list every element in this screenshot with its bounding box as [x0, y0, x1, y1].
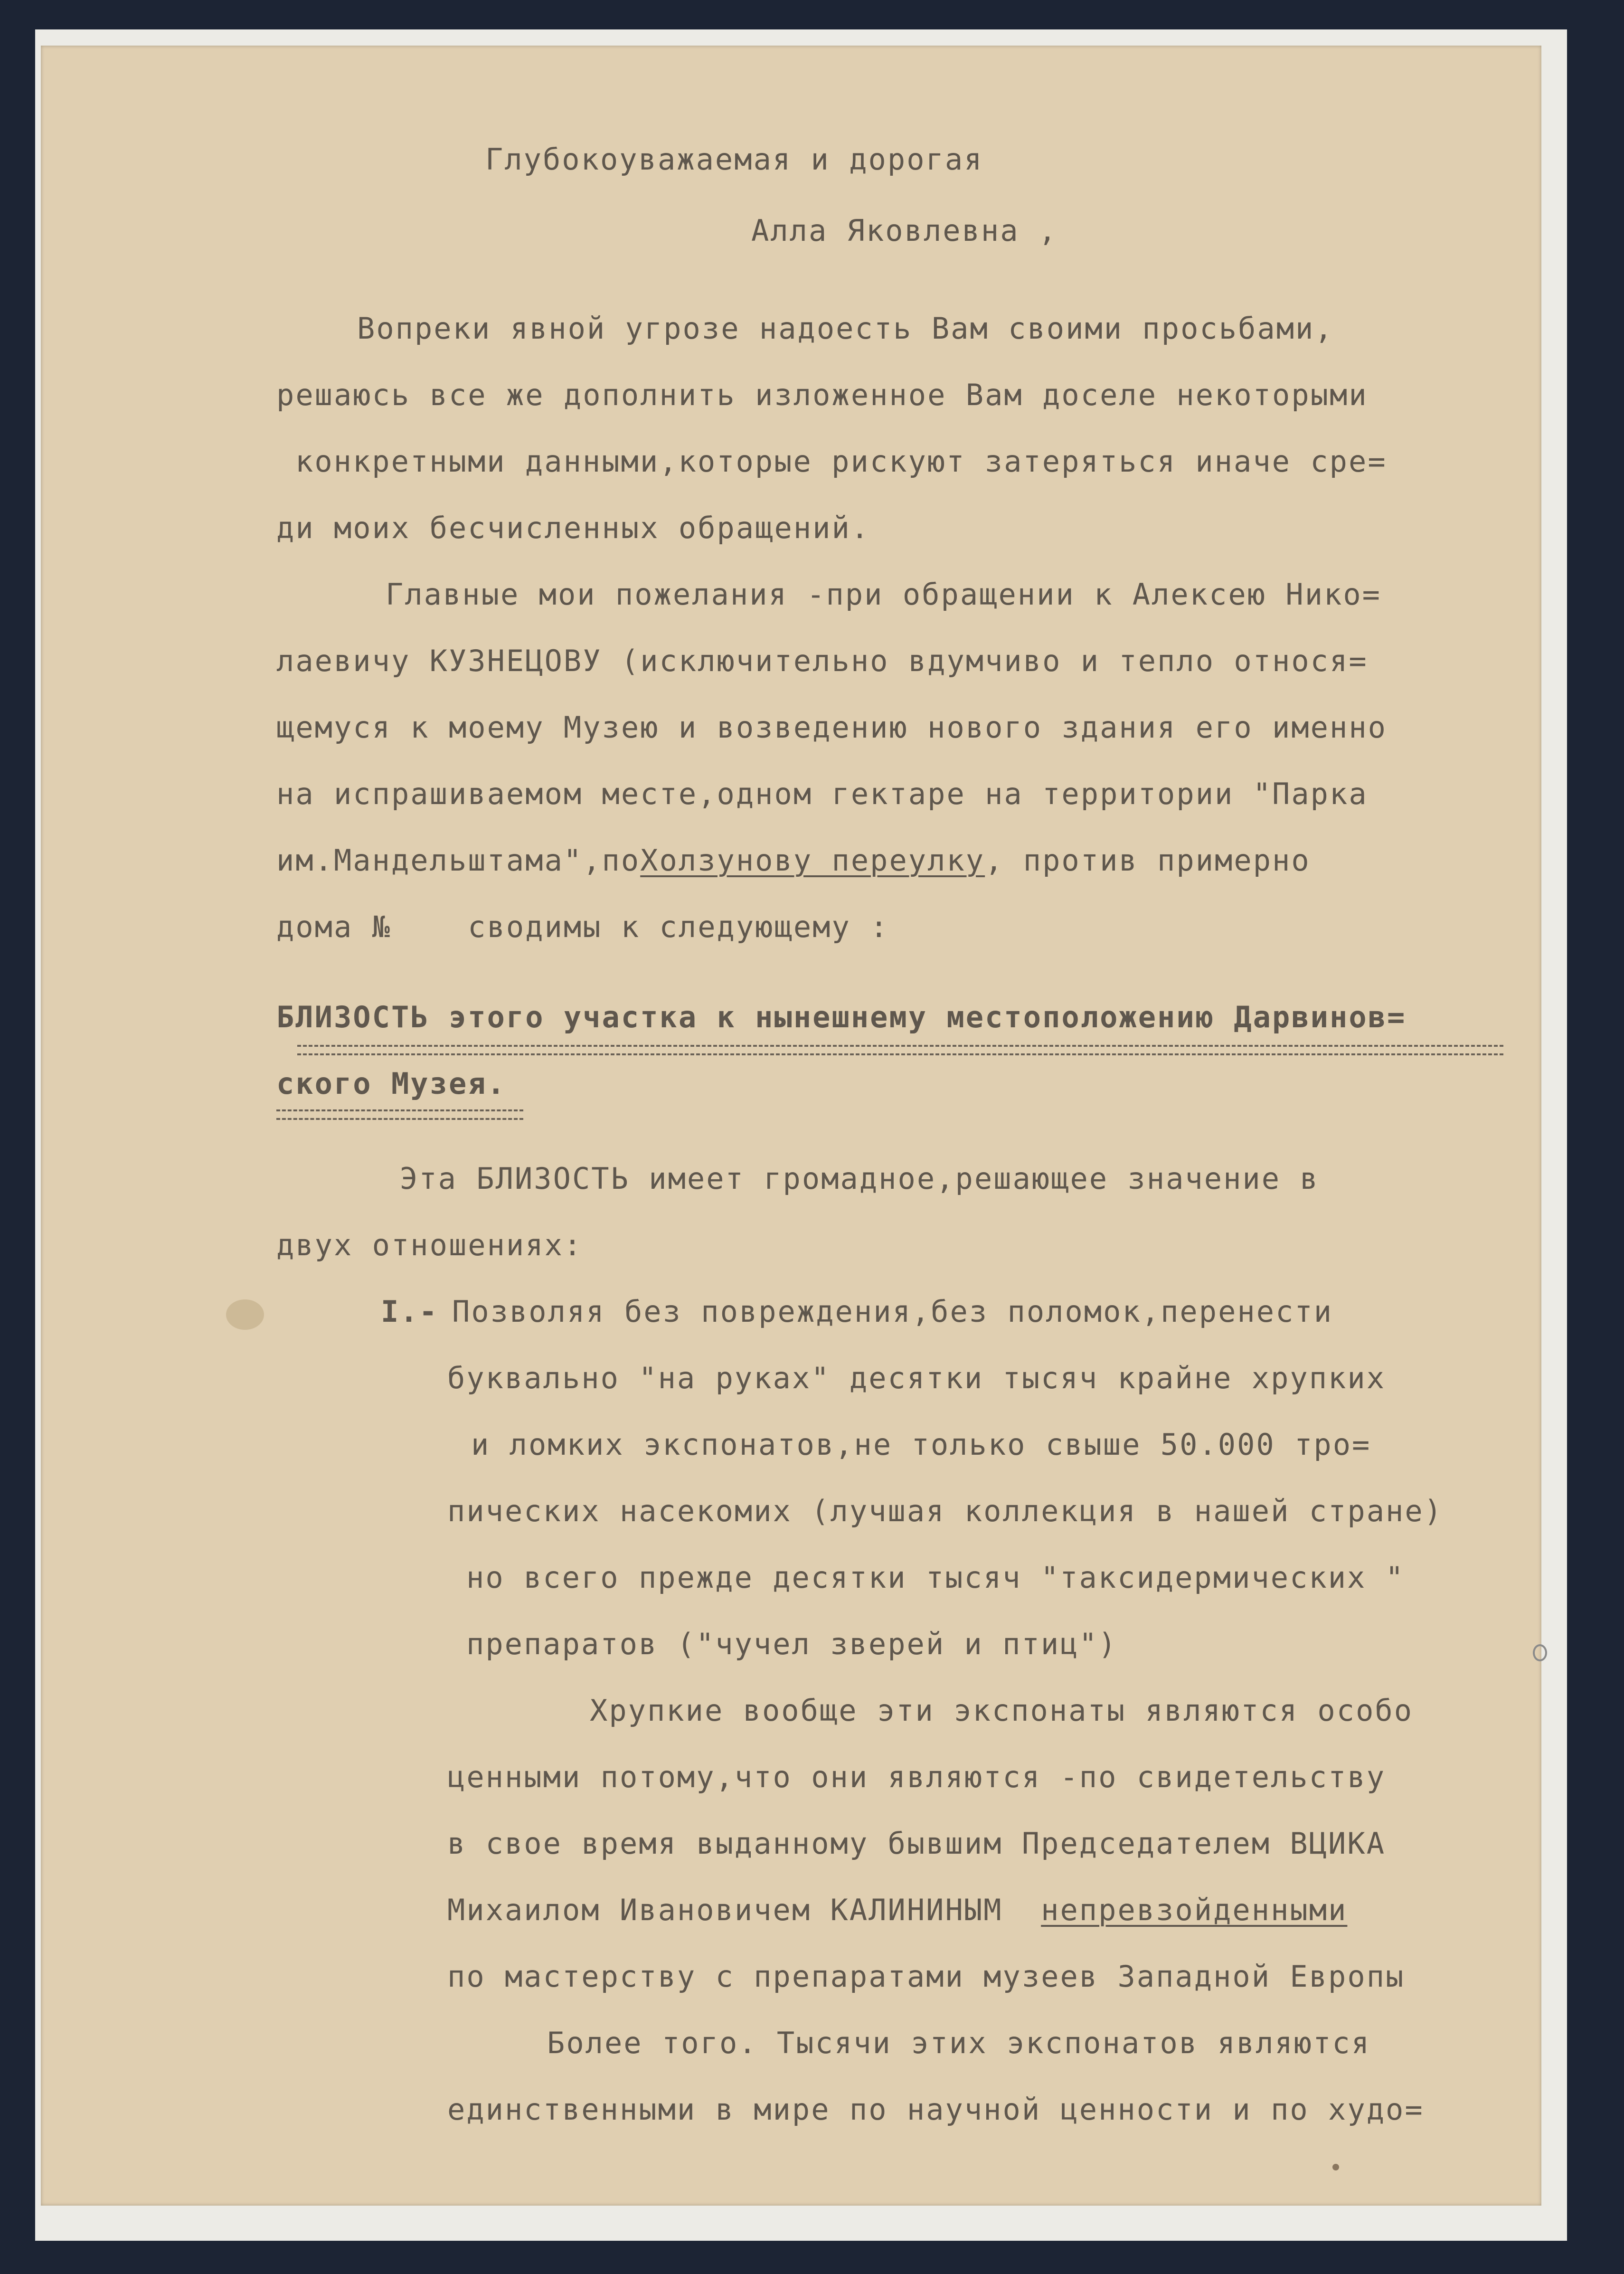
underlined-street-name: Холзунову переулку: [640, 843, 985, 878]
paragraph-line: решаюсь все же дополнить изложенное Вам доселе некоторыми: [276, 378, 1368, 412]
paragraph-line: Более того. Тысячи этих экспонатов являются: [547, 2026, 1371, 2060]
paragraph-line: двух отношениях:: [276, 1228, 583, 1262]
paragraph-text: им.Мандельштама",по: [276, 843, 641, 878]
paragraph-line: Хрупкие вообще эти экспонаты являются особо: [590, 1693, 1414, 1728]
paragraph-text: , против примерно: [985, 843, 1311, 878]
heading-line: БЛИЗОСТЬ этого участка к нынешнему местоположению Дарвинов=: [276, 1000, 1407, 1034]
double-underline: [297, 1045, 1503, 1055]
paragraph-line: щемуся к моему Музею и возведению нового здания его именно: [276, 710, 1387, 745]
list-item-line: но всего прежде десятки тысяч "таксидермических ": [466, 1560, 1405, 1595]
paper-stain: [226, 1299, 264, 1330]
list-item-line: буквально "на руках" десятки тысяч крайне хрупких: [447, 1361, 1386, 1395]
paragraph-line: [447, 1891, 1347, 1929]
list-item-line: пических насекомих (лучшая коллекция в нашей стране): [447, 1494, 1444, 1528]
list-item-line: и ломких экспонатов,не только свыше 50.000 тро=: [471, 1427, 1371, 1462]
paragraph-line: на испрашиваемом месте,одном гектаре на территории "Парка: [276, 777, 1368, 811]
heading-line: ского Музея.: [276, 1066, 506, 1101]
double-underline: [276, 1109, 523, 1120]
paragraph-line: лаевичу КУЗНЕЦОВУ (исключительно вдумчиво и тепло относя=: [276, 644, 1368, 678]
paragraph-line: дома № сводимы к следующему :: [276, 910, 889, 944]
margin-ring-mark: [1533, 1644, 1547, 1661]
paper-stain: [1332, 2164, 1339, 2170]
paragraph-line: Вопреки явной угрозе надоесть Вам своими просьбами,: [357, 311, 1334, 346]
paragraph-line: Эта БЛИЗОСТЬ имеет громадное,решающее значение в: [400, 1161, 1319, 1196]
salutation-name: Алла Яковлевна ,: [751, 213, 1058, 248]
paragraph-line: [276, 842, 1311, 880]
paragraph-text: Михаилом Ивановичем КАЛИНИНЫМ: [447, 1893, 1041, 1927]
list-item-line: препаратов ("чучел зверей и птиц"): [466, 1627, 1118, 1661]
list-item-number: I.-: [381, 1294, 438, 1329]
list-item-line: Позволяя без повреждения,без поломок,перенести: [452, 1294, 1333, 1329]
paragraph-line: в свое время выданному бывшим Председателем ВЦИКА: [447, 1826, 1386, 1861]
paragraph-line: ди моих бесчисленных обращений.: [276, 511, 870, 545]
salutation-line: Глубокоуважаемая и дорогая: [485, 142, 983, 177]
underlined-word: непревзойденными: [1041, 1893, 1348, 1927]
paragraph-line: по мастерству с препаратами музеев Западной Европы: [447, 1959, 1405, 1994]
paragraph-line: Главные мои пожелания -при обращении к Алексею Нико=: [386, 577, 1382, 612]
paragraph-line: ценными потому,что они являются -по свидетельству: [447, 1760, 1386, 1794]
paragraph-line: единственными в мире по научной ценности и по худо=: [447, 2092, 1424, 2127]
paragraph-line: конкретными данными,которые рискуют затеряться иначе сре=: [295, 444, 1387, 479]
typewritten-letter-page: [41, 46, 1541, 2206]
